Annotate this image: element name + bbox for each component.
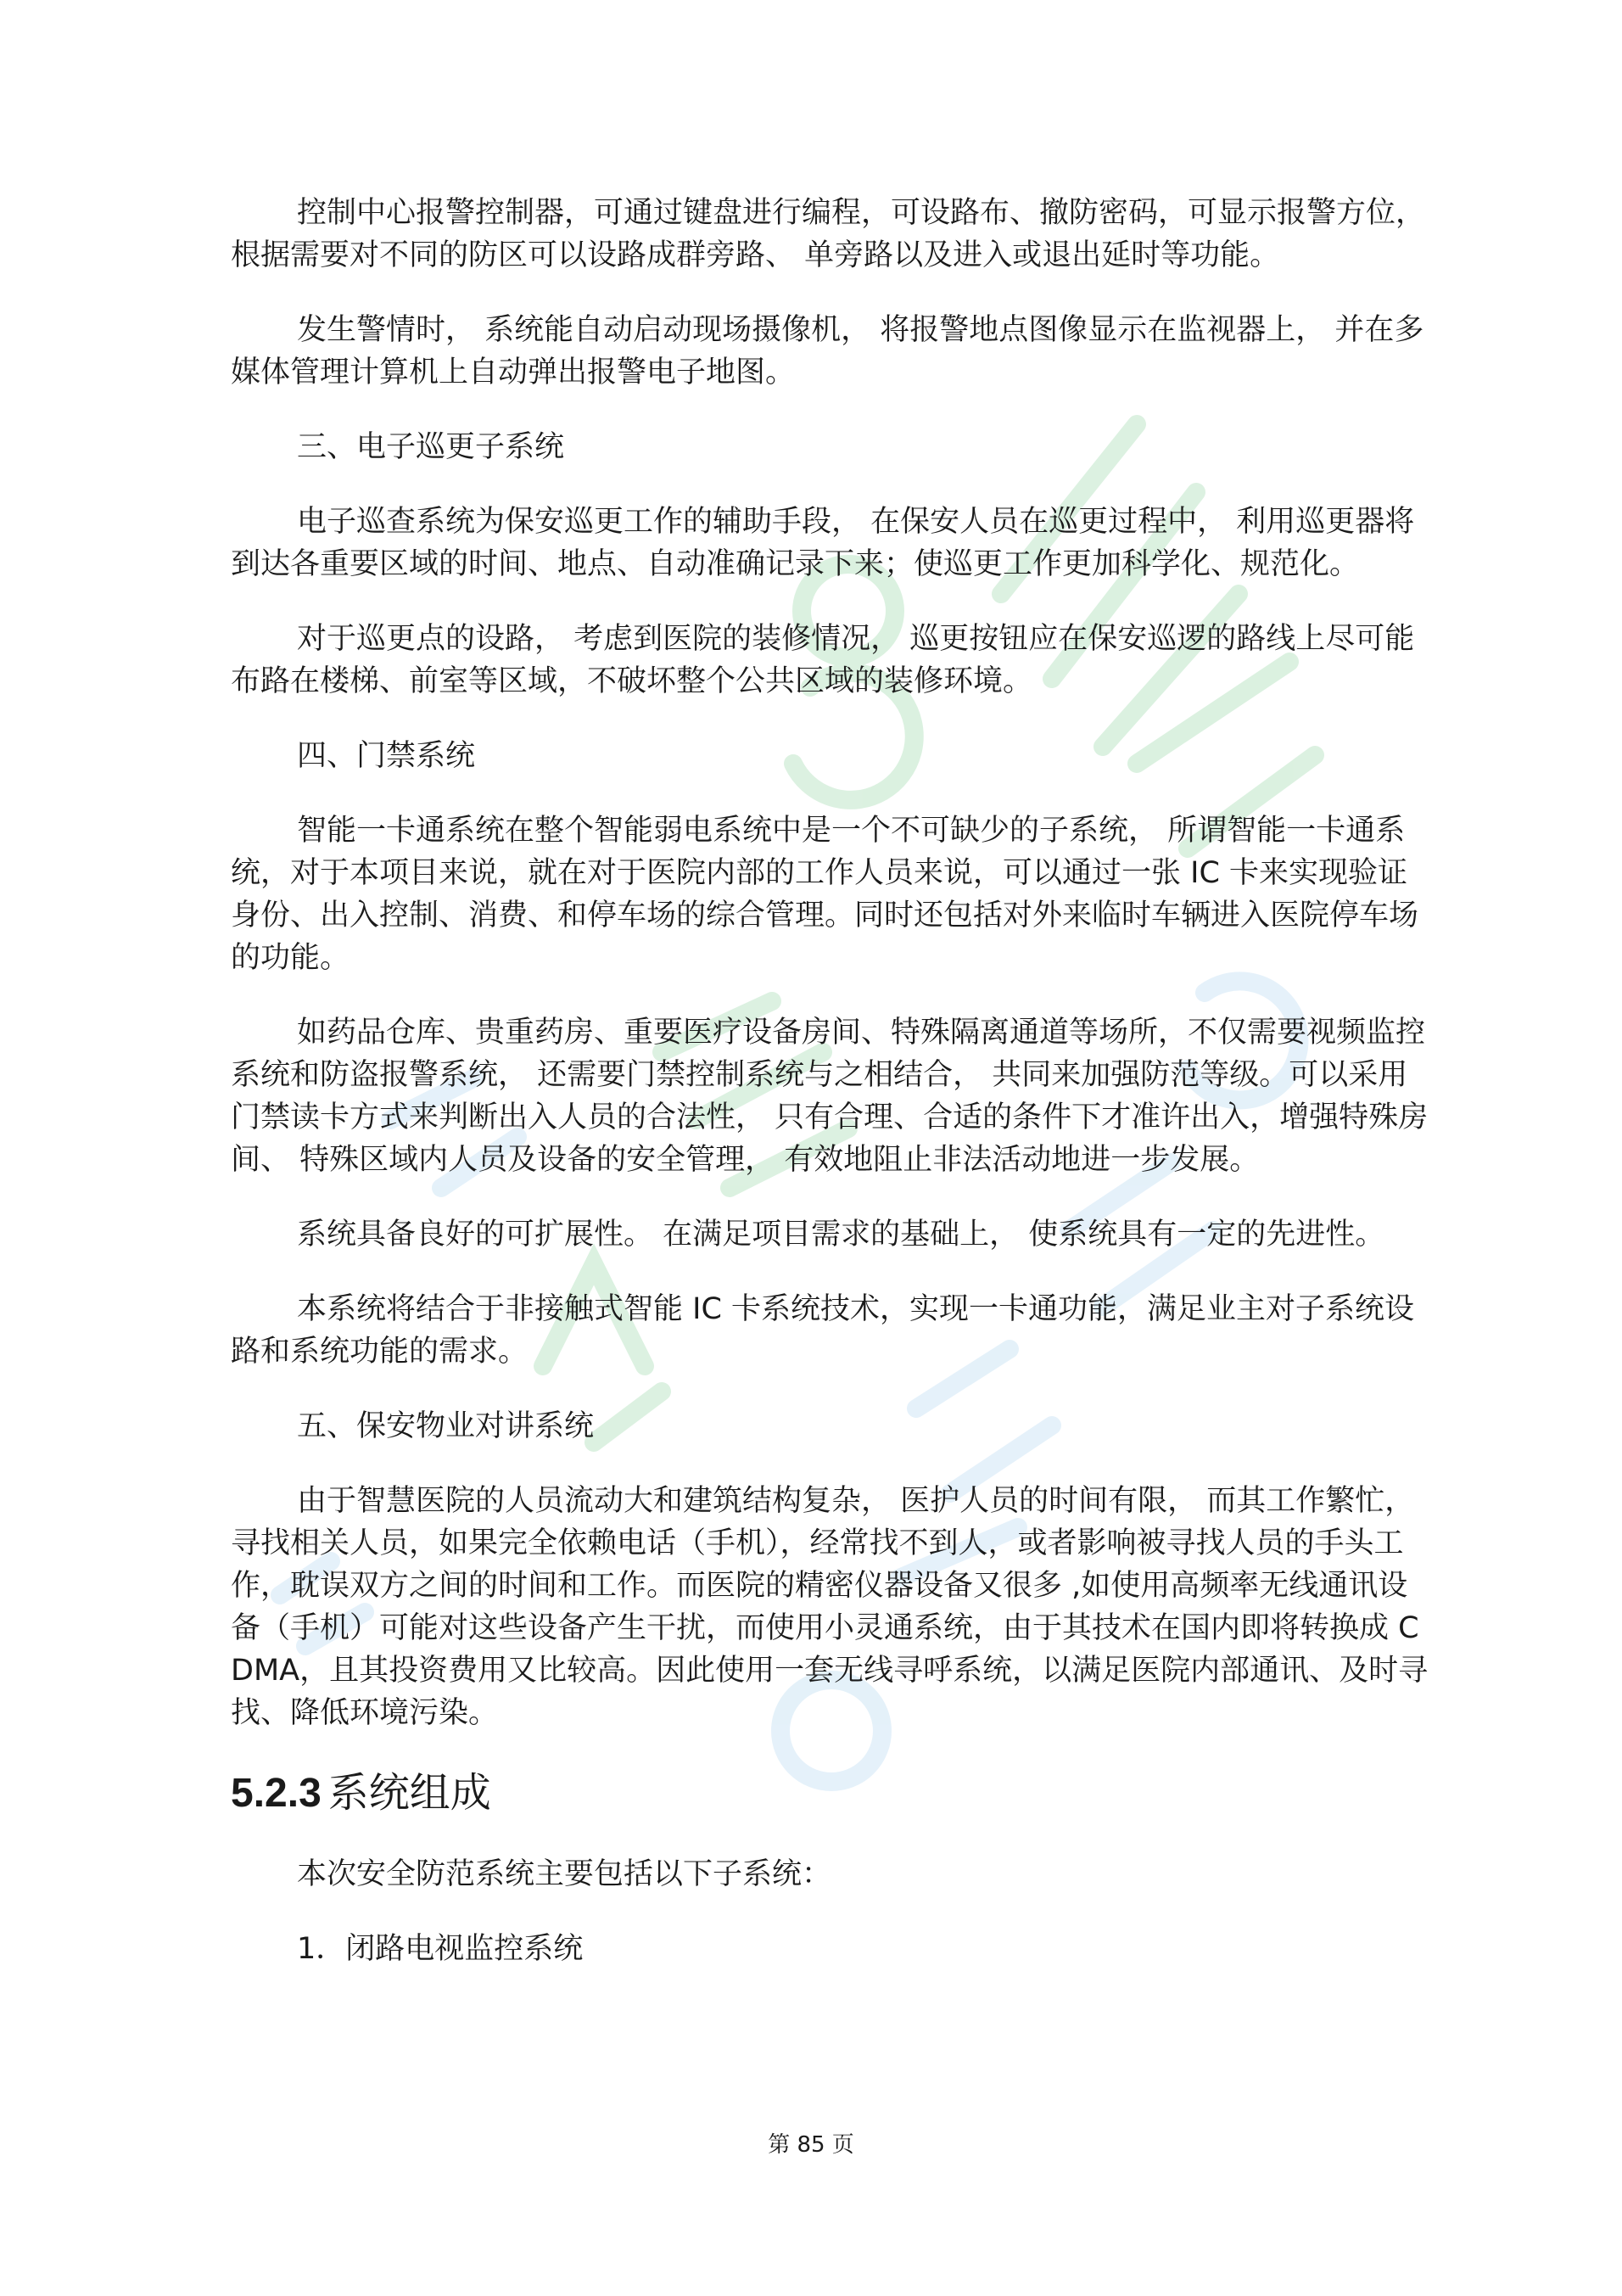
paragraph-alarm-linkage: 发生警情时， 系统能自动启动现场摄像机， 将报警地点图像显示在监视器上， 并在多媒体管理计算机上自动弹出报警电子地图。 — [231, 313, 1424, 389]
paragraph-intercom-reason: 由于智慧医院的人员流动大和建筑结构复杂， 医护人员的时间有限， 而其工作繁忙，寻找相关人员，如果完全依赖电话（手机），经常找不到人，或者影响被寻找人员的手头工作，耽误双方之间的时间和工作。而医院的精密仪器设备又很多 ,如使用高频率无线通讯设备（手机）可能对这些设备产生干扰，而使用小灵通系统，由于其技术在国内即将转换成 CDMA，且其投资费用又比较高。因此使用一套无线寻呼系统，以满足医院内部通讯、及时寻找、降低环境污染。 — [231, 1484, 1429, 1730]
heading-access-control: 四、门禁系统 — [297, 739, 476, 773]
list-item-cctv: 1．闭路电视监控系统 — [297, 1932, 584, 1966]
paragraph-patrol-points: 对于巡更点的设路， 考虑到医院的装修情况， 巡更按钮应在保安巡逻的路线上尽可能布路在楼梯、前室等区域，不破坏整个公共区域的装修环境。 — [231, 622, 1415, 698]
paragraph-alarm-controller: 控制中心报警控制器，可通过键盘进行编程，可设路布、撤防密码，可显示报警方位，根据需要对不同的防区可以设路成群旁路、 单旁路以及进入或退出延时等功能。 — [231, 196, 1426, 272]
paragraph-scalability: 系统具备良好的可扩展性。 在满足项目需求的基础上， 使系统具有一定的先进性。 — [297, 1218, 1385, 1252]
heading-intercom-system: 五、保安物业对讲系统 — [297, 1409, 595, 1443]
heading-patrol-subsystem: 三、电子巡更子系统 — [297, 430, 565, 464]
section-title-text: 系统组成 — [327, 1771, 491, 1816]
section-number: 5.2.3 — [231, 1771, 322, 1816]
page-number: 第 85 页 — [768, 2132, 854, 2158]
paragraph-subsystems-intro: 本次安全防范系统主要包括以下子系统： — [297, 1857, 832, 1891]
document-page — [231, 192, 1435, 2002]
paragraph-patrol-purpose: 电子巡查系统为保安巡更工作的辅助手段， 在保安人员在巡更过程中， 利用巡更器将到达各重要区域的时间、地点、自动准确记录下来；使巡更工作更加科学化、规范化。 — [231, 505, 1415, 581]
paragraph-contactless-ic: 本系统将结合于非接触式智能 IC 卡系统技术，实现一卡通功能，满足业主对子系统设路和系统功能的需求。 — [231, 1292, 1415, 1369]
section-title — [231, 1767, 1435, 1821]
paragraph-protected-areas: 如药品仓库、贵重药房、重要医疗设备房间、特殊隔离通道等场所，不仅需要视频监控系统和防盗报警系统， 还需要门禁控制系统与之相结合， 共同来加强防范等级。可以采用门禁读卡方式来判断出入人员的合法性， 只有合理、合适的条件下才准许出入，增强特殊房间、 特殊区域内人员及设备的安全管理， 有效地阻止非法活动地进一步发展。 — [231, 1016, 1429, 1177]
paragraph-smart-card: 智能一卡通系统在整个智能弱电系统中是一个不可缺少的子系统， 所谓智能一卡通系统，对于本项目来说，就在对于医院内部的工作人员来说，可以通过一张 IC 卡来实现验证身份、出入控制、消费、和停车场的综合管理。同时还包括对外来临时车辆进入医院停车场的功能。 — [231, 814, 1419, 975]
